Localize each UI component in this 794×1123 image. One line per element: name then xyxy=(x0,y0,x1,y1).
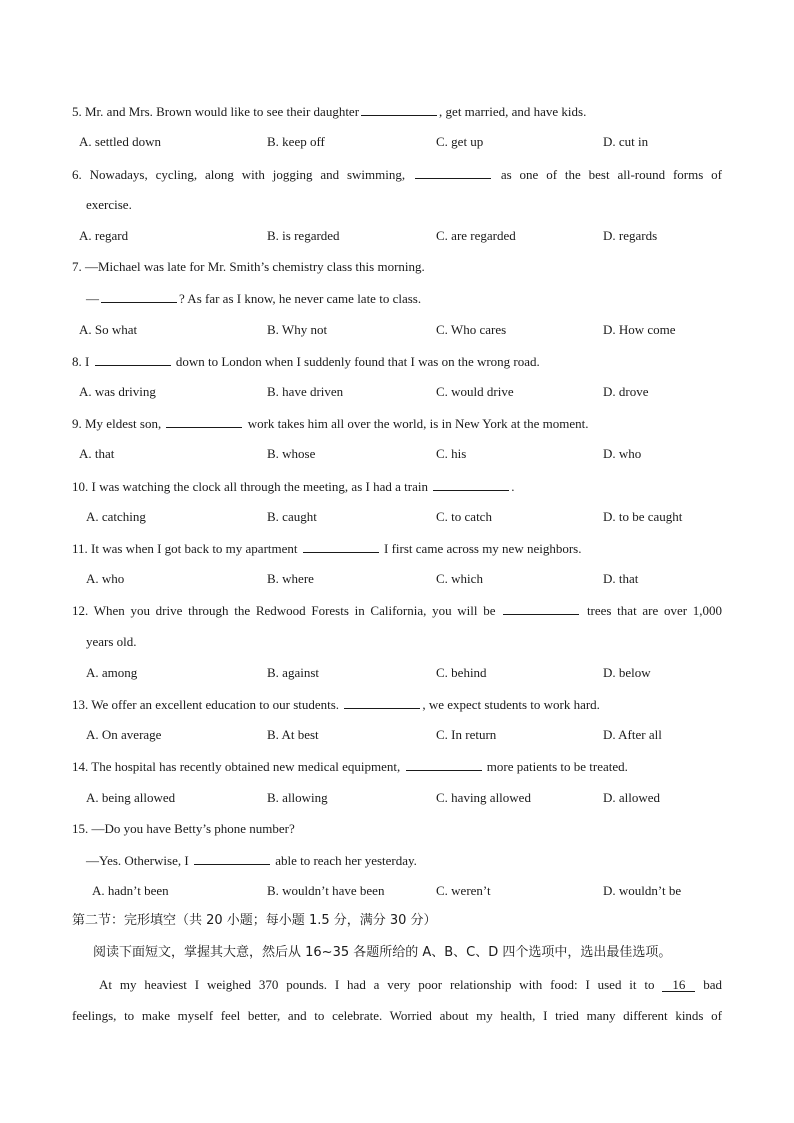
answer-blank xyxy=(303,540,379,553)
option-a: A. settled down xyxy=(79,134,161,149)
option-d: D. wouldn’t be xyxy=(603,883,682,898)
option-c: C. Who cares xyxy=(436,322,507,337)
option-c: C. In return xyxy=(436,727,497,742)
question-7: 7. —Michael was late for Mr. Smith’s chemistry class this morning. xyxy=(72,259,425,274)
question-10-text-before: 10. I was watching the clock all through the meeting, as I had a train xyxy=(72,479,428,494)
question-7-text-after: ? As far as I know, he never came late to class. xyxy=(179,291,422,306)
question-11-text-before: 11. It was when I got back to my apartment xyxy=(72,541,298,556)
answer-blank xyxy=(194,852,270,865)
question-15-reply xyxy=(86,852,417,869)
option-d: D. regards xyxy=(603,228,658,243)
question-7-text-before: — xyxy=(86,291,99,306)
passage-text-before: At my heaviest I weighed 370 pounds. I had a very poor relationship with food: I used it to xyxy=(99,977,655,992)
option-c: C. are regarded xyxy=(436,228,516,243)
question-7-reply xyxy=(86,290,421,307)
option-d: D. cut in xyxy=(603,134,649,149)
option-d: D. allowed xyxy=(603,790,661,805)
option-d: D. who xyxy=(603,446,642,461)
question-5-text-before: 5. Mr. and Mrs. Brown would like to see their daughter xyxy=(72,104,360,119)
question-10-text-after: . xyxy=(511,479,515,494)
option-b: B. have driven xyxy=(267,384,344,399)
option-d: D. How come xyxy=(603,322,676,337)
question-14-text-after: more patients to be treated. xyxy=(486,759,628,774)
question-12-text-after: trees that are over 1,000 xyxy=(586,603,723,618)
option-a: A. was driving xyxy=(79,384,156,399)
option-b: B. whose xyxy=(267,446,316,461)
question-11-text-after: I first came across my new neighbors. xyxy=(384,541,582,556)
passage-line-2: feelings, to make myself feel better, and to celebrate. Worried about my health, I tried many different kinds of xyxy=(72,1008,722,1023)
question-5 xyxy=(72,103,586,120)
option-c: C. get up xyxy=(436,134,484,149)
option-b: B. where xyxy=(267,571,314,586)
question-14-text-before: 14. The hospital has recently obtained new medical equipment, xyxy=(72,759,401,774)
question-13 xyxy=(72,696,600,713)
question-5-text-after: , get married, and have kids. xyxy=(439,104,587,119)
option-c: C. which xyxy=(436,571,483,586)
option-d: D. drove xyxy=(603,384,649,399)
option-d: D. that xyxy=(603,571,639,586)
question-15: 15. —Do you have Betty’s phone number? xyxy=(72,821,295,836)
option-b: B. against xyxy=(267,665,319,680)
option-a: A. who xyxy=(86,571,125,586)
option-b: B. allowing xyxy=(267,790,328,805)
question-15-text-after: able to reach her yesterday. xyxy=(275,853,417,868)
option-d: D. to be caught xyxy=(603,509,683,524)
answer-blank xyxy=(503,602,579,615)
question-8 xyxy=(72,353,540,370)
question-14 xyxy=(72,758,628,775)
question-13-text-before: 13. We offer an excellent education to our students. xyxy=(72,697,340,712)
option-a: A. regard xyxy=(79,228,129,243)
option-a: A. hadn’t been xyxy=(92,883,169,898)
question-6-text-after: as one of the best all-round forms of xyxy=(500,167,723,182)
option-b: B. At best xyxy=(267,727,319,742)
option-b: B. caught xyxy=(267,509,317,524)
passage-text-after: bad xyxy=(703,977,723,992)
answer-blank xyxy=(433,478,509,491)
passage-line-1 xyxy=(72,977,722,993)
answer-blank xyxy=(95,353,171,366)
question-6 xyxy=(72,166,722,183)
question-12-text-before: 12. When you drive through the Redwood Forests in California, you will be xyxy=(72,603,496,618)
option-d: D. below xyxy=(603,665,651,680)
answer-blank xyxy=(166,415,242,428)
question-8-text-before: 8. I xyxy=(72,354,90,369)
answer-blank xyxy=(415,166,491,179)
question-11 xyxy=(72,540,582,557)
question-13-text-after: , we expect students to work hard. xyxy=(422,697,600,712)
question-6-text-before: 6. Nowadays, cycling, along with jogging and swimming, xyxy=(72,167,406,182)
section-instruction: 阅读下面短文，掌握其大意，然后从 16~35 各题所给的 A、B、C、D 四个选项中，选出最佳选项。 xyxy=(93,945,672,960)
option-a: A. On average xyxy=(86,727,162,742)
option-a: A. catching xyxy=(86,509,146,524)
question-12-continuation: years old. xyxy=(86,634,137,649)
question-10 xyxy=(72,478,514,495)
option-b: B. wouldn’t have been xyxy=(267,883,385,898)
question-8-text-after: down to London when I suddenly found that I was on the wrong road. xyxy=(175,354,540,369)
question-12 xyxy=(72,602,722,619)
answer-blank xyxy=(101,290,177,303)
option-c: C. weren’t xyxy=(436,883,491,898)
option-a: A. being allowed xyxy=(86,790,176,805)
blank-number-16: 16 xyxy=(662,978,695,992)
answer-blank xyxy=(361,103,437,116)
option-b: B. is regarded xyxy=(267,228,340,243)
option-c: C. his xyxy=(436,446,467,461)
option-a: A. So what xyxy=(79,322,138,337)
answer-blank xyxy=(344,696,420,709)
option-c: C. behind xyxy=(436,665,487,680)
question-15-text-before: —Yes. Otherwise, I xyxy=(86,853,189,868)
option-c: C. having allowed xyxy=(436,790,531,805)
question-9-text-after: work takes him all over the world, is in New York at the moment. xyxy=(247,416,589,431)
option-b: B. keep off xyxy=(267,134,325,149)
question-9-text-before: 9. My eldest son, xyxy=(72,416,162,431)
question-6-continuation: exercise. xyxy=(86,197,132,212)
option-b: B. Why not xyxy=(267,322,328,337)
option-c: C. to catch xyxy=(436,509,492,524)
option-a: A. among xyxy=(86,665,138,680)
option-d: D. After all xyxy=(603,727,662,742)
option-c: C. would drive xyxy=(436,384,514,399)
answer-blank xyxy=(406,758,482,771)
option-a: A. that xyxy=(79,446,115,461)
question-9 xyxy=(72,415,589,432)
section-heading: 第二节：完形填空（共 20 小题；每小题 1.5 分，满分 30 分） xyxy=(72,913,437,928)
